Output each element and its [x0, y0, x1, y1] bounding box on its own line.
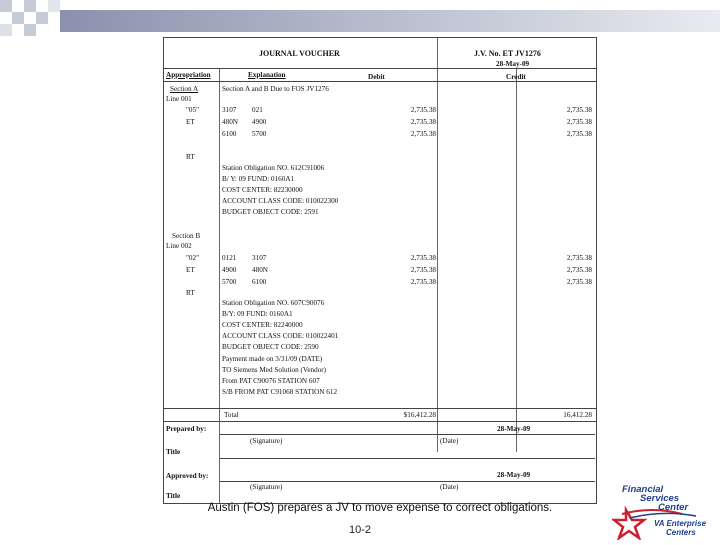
a-note-4: ACCOUNT CLASS CODE: 010022300 — [222, 197, 339, 205]
a-row1-debit: 2,735.38 — [410, 106, 436, 114]
a-row1-acct2: 021 — [252, 106, 263, 114]
a-row3-acct2: 5700 — [252, 130, 267, 138]
a-note-3: COST CENTER: 82230000 — [222, 186, 303, 194]
section-a-explanation: Section A and B Due to FOS JV1276 — [222, 85, 329, 93]
b-row2-acct2: 480N — [252, 266, 268, 274]
b-note-7: TO Siemens Med Solution (Vendor) — [222, 366, 327, 374]
prepared-date: 28-May-09 — [497, 425, 531, 433]
prepared-title-label: Title — [166, 448, 181, 456]
journal-voucher — [163, 37, 597, 504]
approved-title-label: Title — [166, 492, 181, 500]
section-b-label: Section B — [172, 232, 201, 240]
logo-line5: Centers — [666, 528, 696, 537]
a-row1-acct1: 3107 — [222, 106, 237, 114]
a-row2-acct2: 4900 — [252, 118, 267, 126]
total-credit: 16,412.28 — [563, 411, 592, 419]
section-a-label: Section A — [170, 85, 199, 93]
a-note-1: Station Obligation NO. 612C91006 — [222, 164, 325, 172]
a-row1-code: "05" — [186, 106, 200, 114]
b-row1-debit: 2,735.38 — [410, 254, 436, 262]
a-row3-debit: 2,735.38 — [410, 130, 436, 138]
total-label: Total — [224, 411, 239, 419]
b-note-2: B/Y: 09 FUND: 0160A1 — [222, 310, 293, 318]
approved-date: 28-May-09 — [497, 471, 531, 479]
b-row3-credit: 2,735.38 — [566, 278, 592, 286]
prepared-signature-label: (Signature) — [250, 437, 283, 445]
a-rt: RT — [186, 153, 195, 161]
financial-services-center-logo — [612, 484, 720, 540]
b-row3-acct1: 5700 — [222, 278, 237, 286]
b-note-5: BUDGET OBJECT CODE: 2590 — [222, 343, 319, 351]
voucher-title: JOURNAL VOUCHER — [259, 49, 340, 58]
b-row1-acct1: 0121 — [222, 254, 237, 262]
b-row1-acct2: 3107 — [252, 254, 267, 262]
b-row1-code: "02" — [186, 254, 200, 262]
logo-line4: VA Enterprise — [654, 519, 707, 528]
prepared-by-label: Prepared by: — [166, 425, 207, 433]
a-row1-credit: 2,735.38 — [566, 106, 592, 114]
jv-number: J.V. No. ET JV1276 — [474, 49, 541, 58]
header-appropriation: Appropriation — [166, 71, 211, 79]
header-credit: Credit — [506, 73, 526, 81]
a-note-2: B/ Y: 09 FUND: 0160A1 — [222, 175, 295, 183]
b-row2-code: ET — [186, 266, 195, 274]
b-row3-acct2: 6100 — [252, 278, 267, 286]
page-number: 10-2 — [348, 524, 372, 536]
header-explanation: Explanation — [248, 71, 286, 79]
a-row3-acct1: 6100 — [222, 130, 237, 138]
a-row2-code: ET — [186, 118, 195, 126]
b-note-4: ACCOUNT CLASS CODE: 010022401 — [222, 332, 339, 340]
b-row2-debit: 2,735.38 — [410, 266, 436, 274]
a-row2-debit: 2,735.38 — [410, 118, 436, 126]
b-note-8: From PAT C90076 STATION 607 — [222, 377, 320, 385]
section-a-line: Line 001 — [166, 95, 192, 103]
b-note-1: Station Obligation NO. 607C90076 — [222, 299, 325, 307]
header-decoration — [0, 0, 720, 40]
b-rt: RT — [186, 289, 195, 297]
header-debit: Debit — [368, 73, 385, 81]
a-row2-credit: 2,735.38 — [566, 118, 592, 126]
approved-signature-label: (Signature) — [250, 483, 283, 491]
prepared-date-label: (Date) — [440, 437, 459, 445]
logo-line1: Financial — [622, 484, 664, 495]
approved-by-label: Approved by: — [166, 472, 209, 480]
b-row3-debit: 2,735.38 — [410, 278, 436, 286]
logo-line3: Center — [658, 502, 689, 513]
a-row3-credit: 2,735.38 — [566, 130, 592, 138]
b-note-9: S/B FROM PAT C91068 STATION 612 — [222, 388, 338, 396]
b-row2-acct1: 4900 — [222, 266, 237, 274]
b-note-3: COST CENTER: 82240000 — [222, 321, 303, 329]
b-row2-credit: 2,735.38 — [566, 266, 592, 274]
b-note-6: Payment made on 3/31/09 (DATE) — [222, 355, 323, 363]
section-b-line: Line 002 — [166, 242, 192, 250]
a-note-5: BUDGET OBJECT CODE: 2591 — [222, 208, 319, 216]
total-debit: $16,412.28 — [403, 411, 436, 419]
approved-date-label: (Date) — [440, 483, 459, 491]
logo-line2: Services — [640, 493, 680, 504]
slide-caption: Austin (FOS) prepares a JV to move expense to correct obligations. — [207, 502, 553, 514]
a-row2-acct1: 480N — [222, 118, 238, 126]
b-row1-credit: 2,735.38 — [566, 254, 592, 262]
voucher-date: 28-May-09 — [496, 60, 530, 68]
